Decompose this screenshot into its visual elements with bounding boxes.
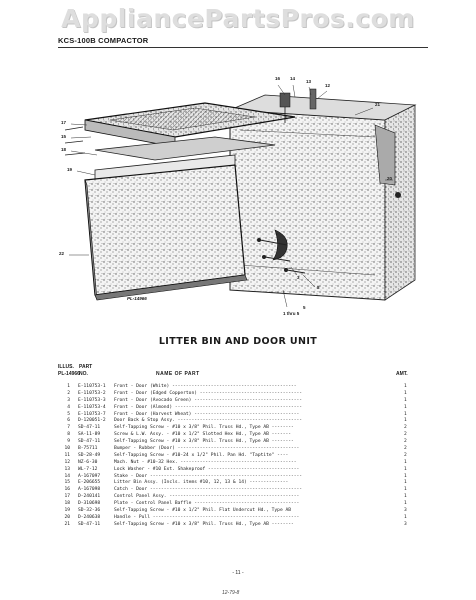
table-row (58, 522, 424, 529)
row-illus: 7 (67, 425, 70, 431)
row-illus: 15 (64, 480, 70, 486)
col-head-illus: ILLUS. (58, 364, 74, 370)
callout-5: 5 (303, 305, 306, 310)
row-illus: 1 (67, 384, 70, 389)
row-amt: 2 (404, 439, 407, 445)
section-title: LITTER BIN AND DOOR UNIT (158, 336, 318, 347)
col-head-part: PART (79, 364, 93, 370)
header-rule (58, 47, 428, 48)
row-illus: 13 (64, 466, 70, 472)
row-name: Self-Tapping Screw - #10 x 3/8" Phil. Truss Hd., Type AB -------- (114, 521, 294, 527)
row-part-no: SA-11-89 (78, 432, 101, 438)
callout-18: 18 (61, 147, 67, 152)
row-amt: 2 (404, 452, 407, 458)
row-amt: 1 (404, 397, 407, 403)
table-row (58, 453, 424, 460)
row-amt: 1 (404, 487, 407, 493)
row-amt: 1 (404, 514, 407, 520)
row-part-no: NZ-6-30 (78, 459, 98, 465)
row-amt: 2 (404, 446, 407, 452)
row-name: Mach. Nut - #10-32 Hex. ------------------------------------------ (114, 459, 297, 465)
row-illus: 4 (67, 404, 70, 410)
row-part-no: E-110753-2 (78, 390, 106, 396)
row-part-no: E-206655 (78, 480, 101, 486)
row-illus: 17 (64, 494, 70, 500)
col-head-pl-no: PL-14966 (58, 371, 80, 377)
row-illus: 9 (67, 439, 70, 445)
row-part-no: E-110753-4 (78, 404, 106, 410)
table-row (58, 508, 424, 515)
table-row (58, 384, 424, 391)
callout-15: 15 (61, 134, 67, 139)
row-amt: 1 (404, 494, 407, 500)
table-row (58, 501, 424, 508)
model-header: KCS-100B COMPACTOR (58, 36, 149, 45)
callout-1-thru-5: 1 thru 5 (283, 311, 300, 316)
row-part-no: SD-47-11 (78, 521, 101, 527)
callout-8: 8 (317, 285, 320, 290)
row-illus: 8 (67, 432, 70, 438)
table-row (58, 398, 424, 405)
row-illus: 20 (64, 514, 70, 520)
row-name: Front - Door (Harvest Wheat) -------------------------------------- (114, 411, 300, 417)
callout-21: 21 (375, 102, 381, 107)
row-name: Front - Door (White) --------------------------------------------- (114, 384, 297, 389)
row-illus: 10 (64, 446, 70, 452)
table-row (58, 391, 424, 398)
row-name: Litter Bin Assy. (Incls. items #10, 12, 13 & 14) -------------- (114, 480, 289, 486)
row-name: Front - Door (Edged Copperton) ------------------------------------- (114, 390, 303, 396)
row-amt: 1 (404, 459, 407, 465)
row-part-no: E-110753-1 (78, 384, 106, 389)
row-name: Plate - Control Panel Baffle -------------------------------------- (114, 501, 300, 507)
diagram-drawing (55, 75, 430, 330)
row-illus: 18 (64, 501, 70, 507)
row-part-no: D-310698 (78, 501, 101, 507)
row-part-no: E-110753-3 (78, 397, 106, 403)
row-amt: 3 (404, 508, 407, 514)
row-illus: 5 (67, 411, 70, 417)
callout-17: 17 (61, 120, 67, 125)
row-amt: 1 (404, 473, 407, 479)
row-illus: 16 (64, 487, 70, 493)
row-name: Front - Door (Avocado Green) --------------------------------------- (114, 397, 303, 403)
exploded-parts-diagram (55, 75, 430, 330)
row-part-no: WL-7-12 (78, 466, 98, 472)
row-name: Self-Tapping Screw - #10 x 3/8" Phil. Truss Hd., Type AB -------- (114, 425, 294, 431)
table-row (58, 439, 424, 446)
row-name: Self-Tapping Screw - #10 x 3/8" Phil. Truss Hd., Type AB -------- (114, 439, 294, 445)
row-name: Bumper - Rubber (Door) -------------------------------------------- (114, 446, 300, 452)
row-part-no: SD-47-11 (78, 425, 101, 431)
col-head-amt: AMT. (396, 371, 408, 377)
col-head-no: NO. (79, 371, 88, 377)
row-name: Stake - Door ------------------------------------------------------- (114, 473, 303, 479)
row-amt: 1 (404, 480, 407, 486)
row-illus: 2 (67, 390, 70, 396)
row-amt: 2 (404, 425, 407, 431)
door-front (85, 165, 247, 300)
row-illus: 6 (67, 418, 70, 424)
row-illus: 19 (64, 508, 70, 514)
row-amt: 1 (404, 390, 407, 396)
row-amt: 2 (404, 432, 407, 438)
callout-16: 16 (275, 76, 281, 81)
parts-rows (58, 384, 424, 529)
figure-id: PL-14966 (127, 296, 147, 301)
row-illus: 14 (64, 473, 70, 479)
row-amt: 1 (404, 411, 407, 417)
table-row (58, 515, 424, 522)
row-part-no: B-75711 (78, 446, 98, 452)
litter-bin-assembly (230, 95, 415, 300)
row-illus: 3 (67, 397, 70, 403)
watermark: AppliancePartsPros.com (61, 4, 415, 33)
row-illus: 11 (64, 452, 70, 458)
row-part-no: D-120051-2 (78, 418, 106, 424)
row-part-no: SD-47-11 (78, 439, 101, 445)
row-part-no: D-240141 (78, 494, 101, 500)
row-part-no: SD-28-49 (78, 452, 101, 458)
row-name: Self-Tapping Screw - #10-24 x 1/2" Phil. Pan Hd. "Taptite" ---- (114, 452, 289, 458)
row-amt: 1 (404, 384, 407, 389)
row-part-no: SD-32-36 (78, 508, 101, 514)
row-part-no: A-167098 (78, 487, 101, 493)
callout-22: 22 (59, 251, 65, 256)
row-amt: 1 (404, 418, 407, 424)
table-row (58, 467, 424, 474)
row-name: Lock Washer - #10 Ext. Shakeproof --------------------------------- (114, 466, 300, 472)
row-amt: 1 (404, 501, 407, 507)
scan-mark: 12-79-8 (222, 590, 240, 596)
page-number: - 11 - (232, 570, 244, 576)
row-illus: 12 (64, 459, 70, 465)
row-part-no: E-110753-7 (78, 411, 106, 417)
row-name: Screw & L.W. Assy. - #10 x 1/2" Slotted Hex Hd., Type AB ------- (114, 432, 292, 438)
row-part-no: A-167097 (78, 473, 101, 479)
row-name: Catch - Door ------------------------------------------------------- (114, 487, 303, 493)
row-illus: 21 (64, 521, 70, 527)
callout-13: 13 (306, 79, 312, 84)
table-row (58, 446, 424, 453)
callout-3: 3 (297, 275, 300, 280)
row-amt: 1 (404, 404, 407, 410)
row-name: Handle - Pull ----------------------------------------------------- (114, 514, 300, 520)
table-row (58, 405, 424, 412)
row-amt: 1 (404, 466, 407, 472)
callout-19: 19 (67, 167, 73, 172)
row-name: Front - Door (Almond) ---------------------------------------------- (114, 404, 303, 410)
row-part-no: D-240638 (78, 514, 101, 520)
table-row (58, 460, 424, 467)
callout-20: 20 (387, 176, 393, 181)
row-name: Self-Tapping Screw - #10 x 1/2" Phil. Flat Undercut Hd., Type AB (114, 508, 292, 514)
callout-14: 14 (290, 76, 296, 81)
row-name: Door Back & Stop Assy. --------------------------------------------- (114, 418, 303, 424)
col-head-name: NAME OF PART (156, 371, 200, 377)
row-name: Control Panel Assy. ----------------------------------------------- (114, 494, 300, 500)
row-amt: 3 (404, 521, 407, 527)
callout-12: 12 (325, 83, 331, 88)
